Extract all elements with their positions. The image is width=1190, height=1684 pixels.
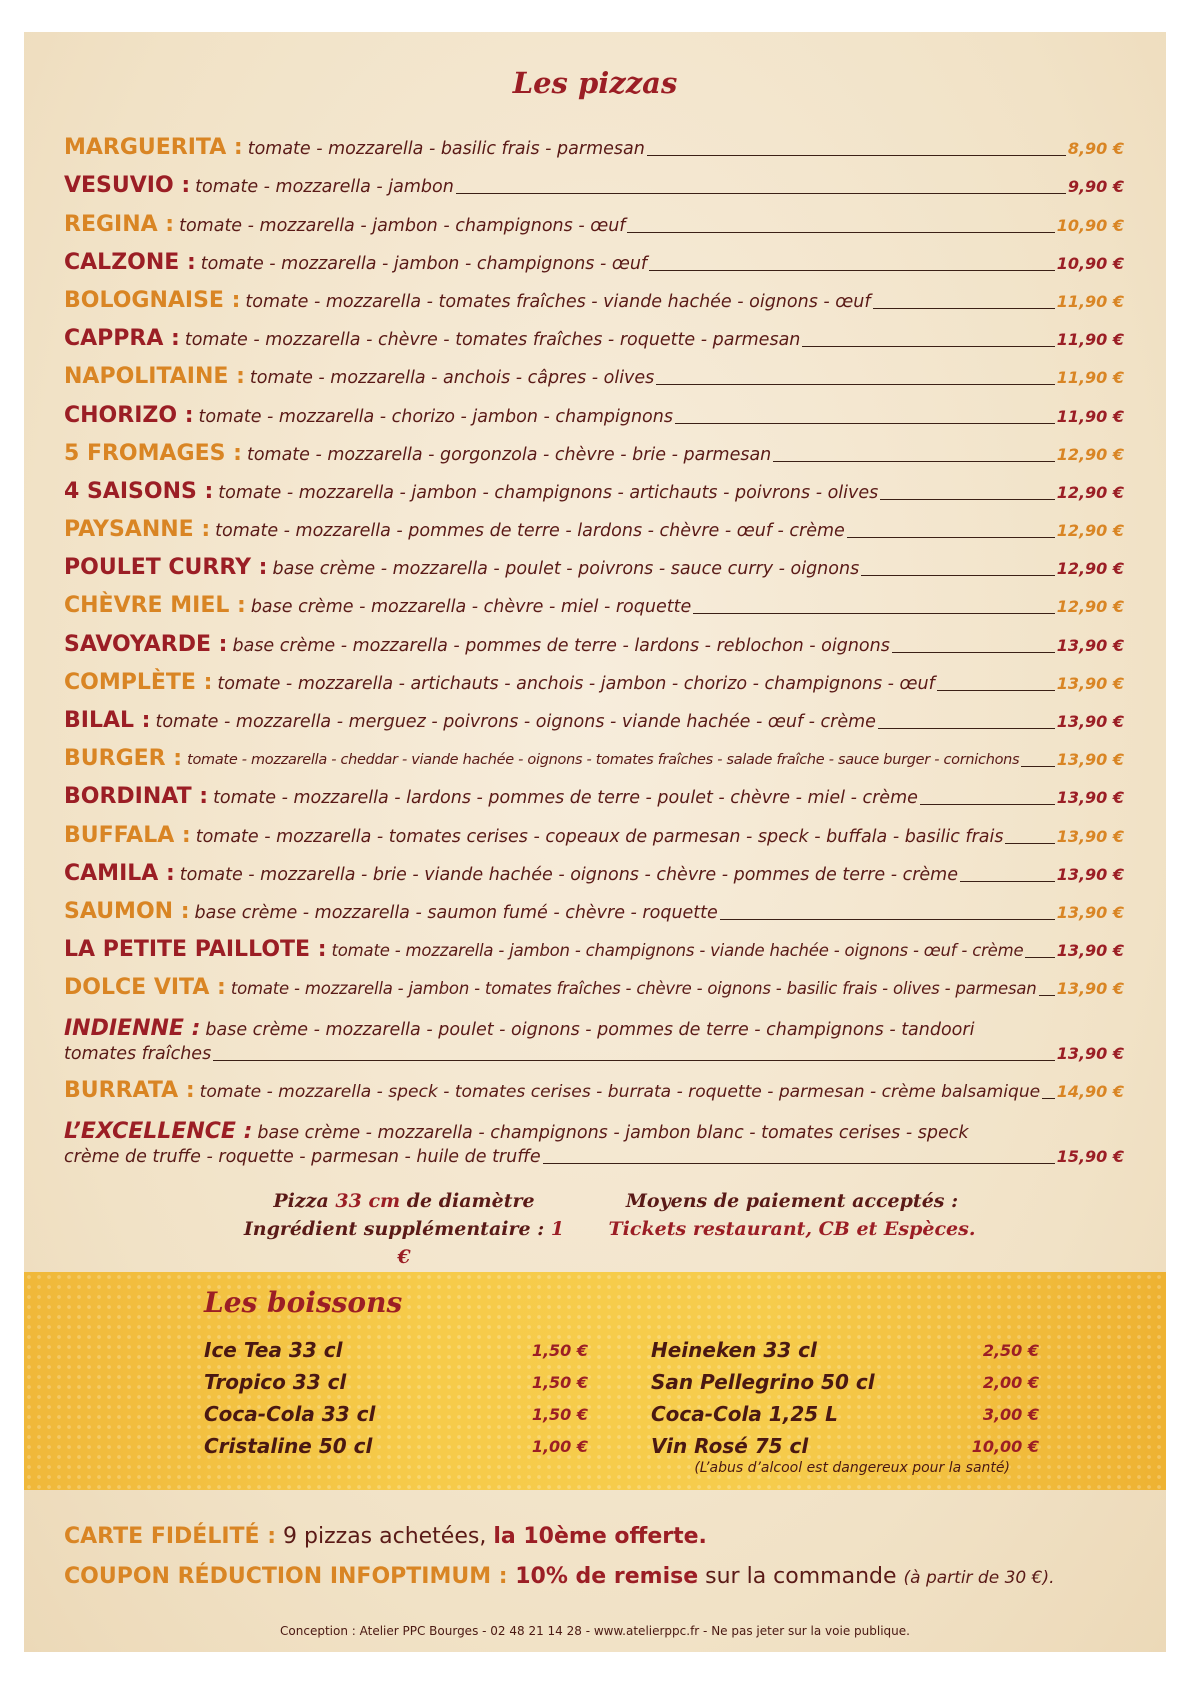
pizza-ingredients: tomate - mozzarella - pommes de terre - lardons - chèvre - œuf - crème: [215, 521, 845, 542]
coupon-highlight: 10% de remise: [507, 1564, 699, 1589]
pizza-row: [64, 963, 1124, 1001]
pizza-name: BILAL :: [64, 708, 151, 733]
pizza-name: BOLOGNAISE :: [64, 287, 241, 313]
pizza-name: BUFFALA :: [64, 822, 191, 848]
pizza-ingredients: base crème - mozzarella - pommes de terre - lardons - reblochon - oignons: [232, 635, 890, 656]
pizza-name: BURGER :: [64, 746, 183, 772]
pizza-row: [64, 161, 1124, 199]
drink-row: [204, 1366, 588, 1398]
drink-price: 1,50 €: [531, 1404, 588, 1424]
drink-row: [651, 1398, 1039, 1430]
pizza-ingredients: base crème - mozzarella - chèvre - miel - roquette: [250, 597, 692, 618]
pizza-price: 13,90 €: [1056, 750, 1124, 770]
pizza-row: [64, 1066, 1124, 1104]
pizza-ingredients: tomate - mozzarella - speck - tomates cerises - burrata - roquette - parmesan - crème balsamique: [199, 1082, 1041, 1103]
pizza-ingredients: tomate - mozzarella - jambon - champignons - œuf: [200, 253, 648, 274]
pizza-price: 13,90 €: [1056, 1043, 1124, 1063]
pizza-price: 11,90 €: [1056, 291, 1124, 311]
pizza-price: 12,90 €: [1056, 597, 1124, 617]
drink-name: Cristaline 50 cl: [204, 1434, 373, 1458]
leader-line: [647, 155, 1066, 156]
coupon-note: (à partir de 30 €).: [903, 1568, 1055, 1588]
pizza-ingredients-continued: tomates fraîches: [64, 1043, 212, 1064]
drink-row: [204, 1430, 588, 1462]
extra-ingredient-line: [239, 1215, 569, 1271]
drink-name: Ice Tea 33 cl: [204, 1338, 343, 1362]
pizza-name: INDIENNE :: [64, 1015, 201, 1041]
leader-line: [773, 461, 1054, 462]
leader-line: [720, 919, 1055, 920]
pizza-ingredients: tomate - mozzarella - merguez - poivrons - oignons - viande hachée - œuf - crème: [155, 712, 876, 732]
drink-price: 1,00 €: [531, 1436, 588, 1456]
drink-name: Vin Rosé 75 cl: [651, 1434, 809, 1458]
pizza-ingredients: tomate - mozzarella - jambon: [195, 177, 454, 198]
leader-line: [892, 652, 1055, 653]
footer: Conception : Atelier PPC Bourges - 02 48 21 14 28 - www.atelierppc.fr - Ne pas jeter sur la voie publique.: [280, 1624, 910, 1638]
size-prefix: Pizza: [273, 1190, 336, 1212]
pizza-line-2: [64, 1145, 1124, 1169]
pizza-ingredients: tomate - mozzarella - anchois - câpres - olives: [249, 368, 655, 389]
loyalty-text: 9 pizzas achetées,: [276, 1524, 494, 1549]
drink-price: 2,00 €: [982, 1372, 1039, 1392]
page-title: Les pizzas: [512, 66, 678, 100]
pizza-row: [64, 619, 1124, 657]
pizza-row: [64, 390, 1124, 428]
pizza-price: 13,90 €: [1056, 864, 1124, 884]
leader-line: [847, 537, 1055, 538]
pizza-name: L’EXCELLENCE :: [64, 1118, 253, 1144]
loyalty-highlight: la 10ème offerte.: [493, 1524, 707, 1549]
drink-row: [204, 1398, 588, 1430]
pizza-row: [64, 581, 1124, 619]
leader-line: [802, 346, 1054, 347]
pizza-price: 13,90 €: [1056, 788, 1124, 808]
extra-value: 1 €: [397, 1218, 565, 1268]
pizza-price: 9,90 €: [1067, 177, 1124, 197]
loyalty-label: CARTE FIDÉLITÉ :: [64, 1524, 277, 1549]
leader-line: [873, 308, 1055, 309]
leader-line: [456, 193, 1066, 194]
drink-row: [651, 1430, 1039, 1462]
drinks-column-right: [651, 1334, 1039, 1462]
drink-name: Coca-Cola 33 cl: [204, 1402, 376, 1426]
pizza-name: LA PETITE PAILLOTE :: [64, 937, 327, 963]
coupon-label: COUPON RÉDUCTION INFOPTIMUM :: [64, 1564, 508, 1589]
pizza-price: 13,90 €: [1056, 941, 1124, 961]
extra-prefix: Ingrédient supplémentaire :: [243, 1218, 551, 1240]
pizza-name: SAUMON :: [64, 898, 190, 924]
pizza-price: 13,90 €: [1056, 826, 1124, 846]
pizza-row: [64, 543, 1124, 581]
pizza-ingredients: tomate - mozzarella - basilic frais - parmesan: [247, 139, 645, 160]
pizza-row: [64, 696, 1124, 734]
pizza-name: CAPPRA :: [64, 326, 180, 352]
leader-line: [920, 804, 1055, 805]
coupon-text: sur la commande: [698, 1564, 904, 1589]
pizza-row: [64, 314, 1124, 352]
leader-line: [675, 423, 1055, 424]
pizza-ingredients: tomate - mozzarella - jambon - champignons - viande hachée - oignons - œuf - crème: [331, 941, 1024, 961]
pizza-name: CHÈVRE MIEL :: [64, 593, 246, 619]
drink-row: [651, 1366, 1039, 1398]
leader-line: [543, 1163, 1055, 1164]
pizza-row: [64, 505, 1124, 543]
loyalty-card: [64, 1522, 707, 1552]
pizza-price: 11,90 €: [1056, 330, 1124, 350]
menu-sheet: [24, 32, 1166, 1652]
pizza-price: 12,90 €: [1056, 521, 1124, 541]
pizza-info: [239, 1187, 569, 1271]
pizza-name: BURRATA :: [64, 1078, 195, 1104]
pizza-name: NAPOLITAINE :: [64, 364, 245, 390]
pizza-ingredients: tomate - mozzarella - artichauts - anchois - jambon - chorizo - champignons - œuf: [217, 673, 935, 694]
leader-line: [656, 384, 1054, 385]
size-suffix: de diamètre: [400, 1190, 535, 1212]
coupon: [64, 1562, 1054, 1593]
leader-line: [880, 499, 1054, 500]
pizza-name: CALZONE :: [64, 249, 196, 275]
pizza-ingredients: tomate - mozzarella - jambon - champignons - artichauts - poivrons - olives: [218, 482, 879, 503]
pizza-name: SAVOYARDE :: [64, 631, 228, 657]
pizza-ingredients: tomate - mozzarella - brie - viande hachée - oignons - chèvre - pommes de terre - crème: [179, 864, 958, 885]
pizza-line-1: [64, 1016, 1124, 1042]
drinks-section: [24, 1272, 1166, 1490]
pizza-row: [64, 276, 1124, 314]
leader-line: [1005, 843, 1054, 844]
pizza-price: 11,90 €: [1056, 368, 1124, 388]
pizza-row: [64, 123, 1124, 161]
pizza-ingredients: tomate - mozzarella - gorgonzola - chèvre - brie - parmesan: [246, 444, 772, 465]
pizza-ingredients: tomate - mozzarella - cheddar - viande hachée - oignons - tomates fraîches - salade fraîche - sauce burger - cornichons: [187, 752, 1020, 769]
pizza-price: 13,90 €: [1056, 635, 1124, 655]
pizza-ingredients: base crème - mozzarella - poulet - oignons - pommes de terre - champignons - tandoori: [205, 1019, 975, 1040]
pizza-name: REGINA :: [64, 211, 175, 237]
pizza-price: 13,90 €: [1056, 673, 1124, 693]
drink-name: Coca-Cola 1,25 L: [651, 1402, 838, 1426]
pizza-name: DOLCE VITA :: [64, 975, 226, 1001]
pizza-name: MARGUERITA :: [64, 135, 243, 161]
drink-price: 1,50 €: [531, 1340, 588, 1360]
pizza-name: POULET CURRY :: [64, 555, 268, 581]
pizza-line-2: [64, 1042, 1124, 1066]
pizza-price: 13,90 €: [1056, 902, 1124, 922]
pizza-price: 14,90 €: [1056, 1082, 1124, 1102]
pizza-name: 4 SAISONS :: [64, 478, 214, 504]
drink-row: [204, 1334, 588, 1366]
pizza-row: [64, 1001, 1124, 1066]
pizza-row: [64, 1104, 1124, 1169]
drink-name: San Pellegrino 50 cl: [651, 1370, 875, 1394]
pizza-ingredients: base crème - mozzarella - champignons - jambon blanc - tomates cerises - speck: [257, 1122, 969, 1143]
pizza-ingredients: base crème - mozzarella - poulet - poivrons - sauce curry - oignons: [272, 559, 860, 580]
pizza-row: [64, 658, 1124, 696]
leader-line: [213, 1060, 1055, 1061]
pizza-price: 13,90 €: [1056, 979, 1124, 999]
pizza-price: 12,90 €: [1056, 559, 1124, 579]
drink-price: 2,50 €: [982, 1340, 1039, 1360]
pizza-row: [64, 887, 1124, 925]
pizza-price: 13,90 €: [1056, 712, 1124, 731]
pizza-ingredients: base crème - mozzarella - saumon fumé - chèvre - roquette: [194, 902, 718, 923]
leader-line: [693, 613, 1054, 614]
pizza-row: [64, 810, 1124, 848]
leader-line: [937, 690, 1055, 691]
pizza-price: 11,90 €: [1056, 406, 1124, 426]
leader-line: [1042, 1098, 1054, 1099]
pizza-ingredients: tomate - mozzarella - lardons - pommes de terre - poulet - chèvre - miel - crème: [213, 788, 918, 809]
leader-line: [861, 575, 1055, 576]
pizza-price: 15,90 €: [1056, 1146, 1124, 1166]
drink-price: 1,50 €: [531, 1372, 588, 1392]
pizza-row: [64, 925, 1124, 963]
pizza-price: 10,90 €: [1056, 215, 1124, 235]
pizza-size-line: [239, 1187, 569, 1215]
pizza-ingredients: tomate - mozzarella - chèvre - tomates fraîches - roquette - parmesan: [184, 330, 801, 351]
leader-line: [1025, 957, 1054, 958]
pizza-list: [64, 123, 1124, 1169]
leader-line: [1021, 766, 1054, 767]
pizza-name: 5 FROMAGES :: [64, 440, 242, 466]
leader-line: [1039, 995, 1055, 996]
pizza-name: VESUVIO :: [64, 173, 191, 199]
payment-title: Moyens de paiement acceptés :: [625, 1190, 959, 1212]
pizza-line-1: [64, 1119, 1124, 1145]
leader-line: [627, 232, 1054, 233]
pizza-name: PAYSANNE :: [64, 517, 211, 543]
drink-price: 10,00 €: [971, 1436, 1039, 1456]
pizza-ingredients: tomate - mozzarella - jambon - champignons - œuf: [179, 215, 626, 236]
drinks-column-left: [204, 1334, 588, 1462]
pizza-row: [64, 467, 1124, 505]
leader-line: [878, 728, 1055, 729]
alcohol-warning: (L’abus d’alcool est dangereux pour la santé): [694, 1460, 1010, 1476]
pizza-row: [64, 772, 1124, 810]
drink-name: Tropico 33 cl: [204, 1370, 347, 1394]
pizza-ingredients: tomate - mozzarella - chorizo - jambon - champignons: [198, 406, 673, 427]
drink-row: [651, 1334, 1039, 1366]
pizza-price: 12,90 €: [1056, 482, 1124, 502]
drink-name: Heineken 33 cl: [651, 1338, 817, 1362]
pizza-row: [64, 734, 1124, 772]
pizza-row: [64, 429, 1124, 467]
payment-methods: Tickets restaurant, CB et Espèces.: [608, 1218, 976, 1240]
pizza-name: BORDINAT :: [64, 784, 209, 810]
pizza-name: COMPLÈTE :: [64, 669, 213, 695]
drinks-title: Les boissons: [204, 1286, 403, 1319]
leader-line: [960, 881, 1055, 882]
pizza-ingredients: tomate - mozzarella - tomates cerises - copeaux de parmesan - speck - buffala - basilic frais: [195, 826, 1004, 847]
pizza-row: [64, 238, 1124, 276]
pizza-ingredients: tomate - mozzarella - tomates fraîches - viande hachée - oignons - œuf: [245, 291, 871, 312]
size-value: 33 cm: [335, 1190, 401, 1212]
pizza-price: 12,90 €: [1056, 444, 1124, 464]
pizza-price: 10,90 €: [1056, 253, 1124, 273]
pizza-name: CHORIZO :: [64, 402, 194, 428]
leader-line: [649, 270, 1055, 271]
pizza-ingredients-continued: crème de truffe - roquette - parmesan - huile de truffe: [64, 1146, 541, 1167]
pizza-row: [64, 352, 1124, 390]
drink-price: 3,00 €: [982, 1404, 1039, 1424]
pizza-row: [64, 199, 1124, 237]
pizza-ingredients: tomate - mozzarella - jambon - tomates fraîches - chèvre - oignons - basilic frais - olives - parmesan: [230, 979, 1037, 999]
pizza-name: CAMILA :: [64, 860, 175, 886]
pizza-price: 8,90 €: [1067, 139, 1124, 159]
payment-info: [602, 1187, 982, 1243]
pizza-row: [64, 849, 1124, 887]
